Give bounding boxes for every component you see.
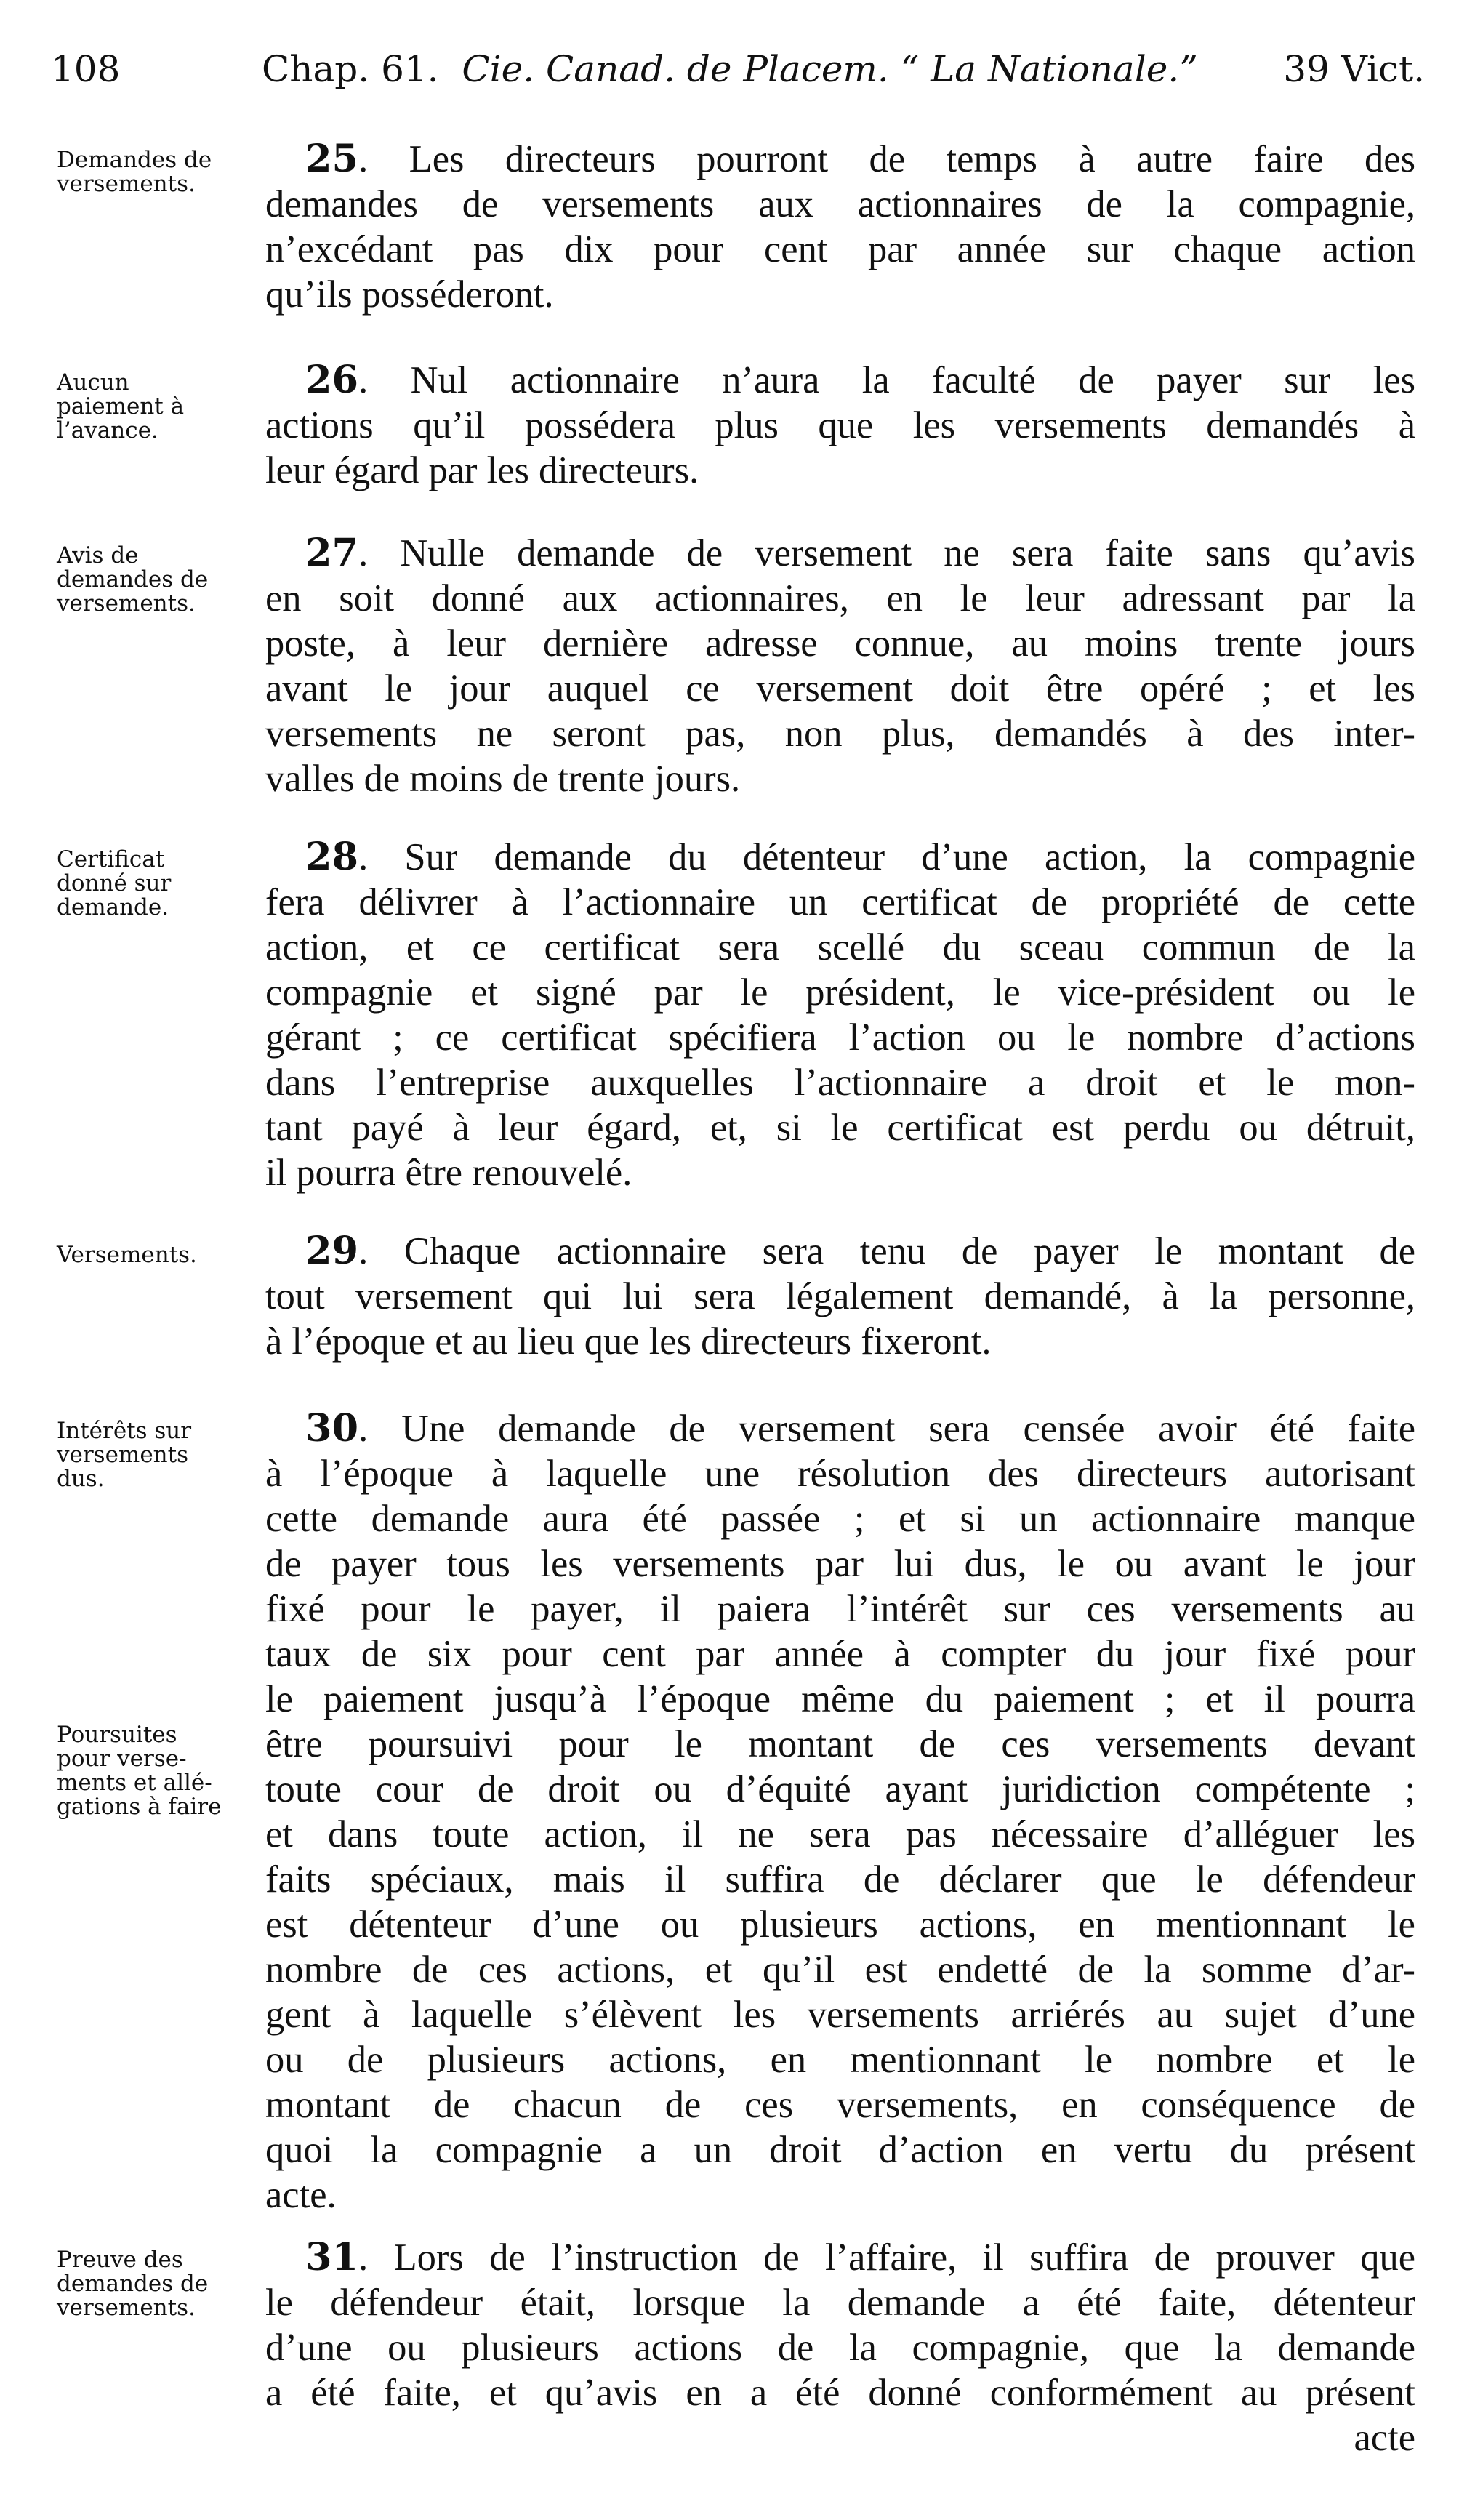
section-number: 30: [305, 1406, 359, 1450]
act-title: Cie. Canad. de Placem. “ La Nationale.”: [462, 48, 1198, 90]
page-number: 108: [51, 48, 121, 90]
margin-note: Versements.: [57, 1242, 197, 1268]
margin-note: Intérêts sur versements dus.: [57, 1418, 192, 1492]
running-header: [51, 48, 1425, 99]
section-number: 26: [305, 358, 359, 402]
chapter-number: Chap. 61.: [262, 48, 439, 90]
chapter-title: [262, 48, 1198, 90]
section-number: 29: [305, 1229, 359, 1273]
section-text: 28. Sur demande du détenteur d’une action, la compagnie fera délivrer à l’actionnaire un certificat de propriété de cette action, et ce certificat sera scellé du sceau commun de la compagnie et signé par le président, le vice-président ou le gérant ; ce certificat spécifiera l’action ou le nombre d’actions dans l’entreprise auxquelles l’actionnaire a droit et le mon- tant payé à leur égard, et, si le certificat est perdu ou détruit, il pourra être renouvelé.: [265, 835, 1416, 1194]
section-number: 31: [305, 2235, 359, 2279]
section-number: 27: [305, 531, 359, 575]
margin-note: Avis de demandes de versements.: [57, 542, 209, 617]
catchword: acte: [1354, 2417, 1415, 2459]
margin-note: Certificat donné sur demande.: [57, 846, 172, 920]
section-number: 28: [305, 835, 359, 879]
margin-note: Aucun paiement à l’avance.: [57, 369, 185, 444]
section-text: 26. Nul actionnaire n’aura la faculté de payer sur les actions qu’il possédera plus que les versements demandés à leur égard par les directeurs.: [265, 358, 1416, 491]
margin-note-secondary: Poursuites pour verse- ments et allé- gations à faire: [57, 1722, 222, 1820]
section-text: 31. Lors de l’instruction de l’affaire, il suffira de prouver que le défendeur était, lorsque la demande a été faite, détenteur d’une ou plusieurs actions de la compagnie, que la demande a été faite, et qu’avis en a été donné conformément au présent acte: [265, 2235, 1415, 2459]
section-text: 27. Nulle demande de versement ne sera faite sans qu’avis en soit donné aux actionnaires, en le leur adressant par la poste, à leur dernière adresse connue, au moins trente jours avant le jour auquel ce versement doit être opéré ; et les versements ne seront pas, non plus, demandés à des inter- valles de moins de trente jours.: [265, 531, 1415, 800]
section-text: 29. Chaque actionnaire sera tenu de payer le montant de tout versement qui lui sera légalement demandé, à la personne, à l’époque et au lieu que les directeurs fixeront.: [265, 1229, 1415, 1363]
section-text: 25. Les directeurs pourront de temps à autre faire des demandes de versements aux actionnaires de la compagnie, n’excédant pas dix pour cent par année sur chaque action qu’ils posséderont.: [265, 137, 1415, 316]
regnal-year: 39 Vict.: [1283, 48, 1425, 90]
margin-note: Preuve des demandes de versements.: [57, 2247, 209, 2321]
section-text: 30. Une demande de versement sera censée avoir été faite à l’époque à laquelle une résolution des directeurs autorisant cette demande aura été passée ; et si un actionnaire manque de payer tous les versements par lui dus, le ou avant le jour fixé pour le payer, il paiera l’intérêt sur ces versements au taux de six pour cent par année à compter du jour fixé pour le paiement jusqu’à l’époque même du paiement ; et il pourra être poursuivi pour le montant de ces versements devant toute cour de droit ou d’équité ayant juridiction compétente ; et dans toute action, il ne sera pas nécessaire d’alléguer les faits spéciaux, mais il suffira de déclarer que le défendeur est détenteur d’une ou plusieurs actions, en mentionnant le nombre de ces actions, et qu’il est endetté de la somme d’ar- gent à laquelle s’élèvent les versements arriérés au sujet d’une ou de plusieurs actions, en mentionnant le nombre et le montant de chacun de ces versements, en conséquence de quoi la compagnie a un droit d’action en vertu du présent acte.: [265, 1406, 1416, 2216]
margin-note: Demandes de versements.: [57, 147, 212, 197]
section-number: 25: [305, 137, 359, 181]
